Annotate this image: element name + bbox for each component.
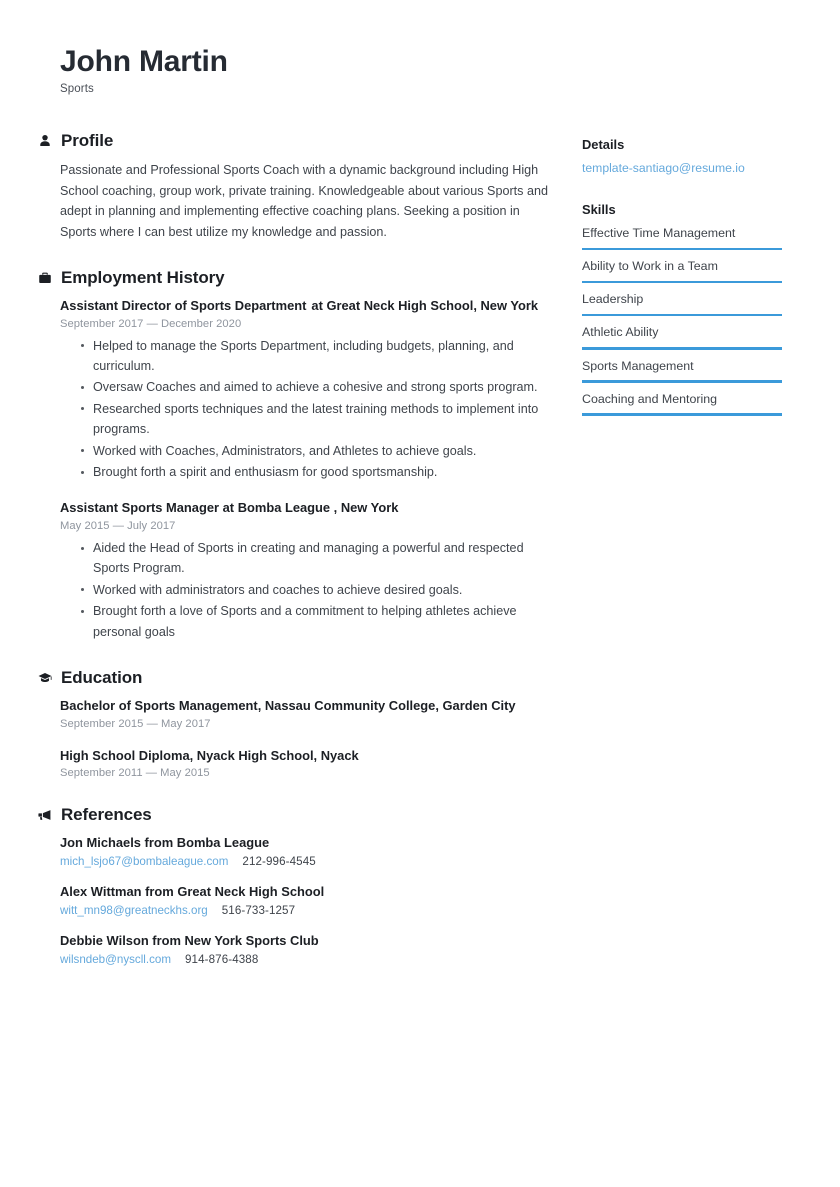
skill-label: Leadership xyxy=(582,292,644,307)
resume-header xyxy=(60,44,780,95)
education-degree: Bachelor of Sports Management, Nassau Community College, Garden City xyxy=(60,698,516,714)
bullet-item: Helped to manage the Sports Department, including budgets, planning, and curriculum. xyxy=(60,336,550,377)
skill-rating-bar xyxy=(582,248,782,251)
skill-item xyxy=(582,390,782,416)
employment-organization: Bomba League , New York xyxy=(237,500,399,516)
bullet-item: Worked with administrators and coaches to achieve desired goals. xyxy=(60,580,550,600)
megaphone-icon xyxy=(38,808,52,822)
sidebar-details-title: Details xyxy=(582,137,625,153)
employment-role: Assistant Director of Sports Department xyxy=(60,297,307,313)
bullet-item: Oversaw Coaches and aimed to achieve a cohesive and strong sports program. xyxy=(60,377,550,397)
section-profile-header xyxy=(38,131,550,151)
skill-rating-bar xyxy=(582,314,782,317)
skill-label: Effective Time Management xyxy=(582,226,736,241)
person-icon xyxy=(38,134,52,148)
skill-label: Ability to Work in a Team xyxy=(582,259,718,274)
section-employment-title: Employment History xyxy=(61,267,225,287)
reference-email-link[interactable]: witt_mn98@greatneckhs.org xyxy=(60,903,208,917)
skill-rating-bar xyxy=(582,347,782,350)
resume-body xyxy=(60,131,780,965)
bullet-item: Researched sports techniques and the latest training methods to implement into programs. xyxy=(60,399,550,440)
skill-rating-bar xyxy=(582,281,782,284)
section-education-header xyxy=(38,668,550,688)
skill-item xyxy=(582,357,782,383)
bullet-item: Brought forth a spirit and enthusiasm for good sportsmanship. xyxy=(60,462,550,482)
employment-organization: Great Neck High School, New York xyxy=(326,297,539,313)
education-entry xyxy=(60,747,550,780)
reference-entry xyxy=(60,834,550,868)
employment-bullets xyxy=(60,538,550,642)
section-education-title: Education xyxy=(61,668,143,688)
section-education xyxy=(60,668,550,779)
skill-item xyxy=(582,224,782,250)
section-employment xyxy=(60,268,550,642)
skill-item xyxy=(582,290,782,316)
candidate-name: John Martin xyxy=(60,45,228,78)
skill-item xyxy=(582,323,782,349)
education-date: September 2011 — May 2015 xyxy=(60,767,210,780)
skills-list xyxy=(582,224,782,416)
section-references-header xyxy=(38,805,550,825)
reference-phone: 212-996-4545 xyxy=(242,855,316,869)
employment-entry-title xyxy=(60,499,550,518)
skill-label: Coaching and Mentoring xyxy=(582,391,718,406)
reference-name: Debbie Wilson from New York Sports Club xyxy=(60,932,319,948)
main-column xyxy=(60,131,550,965)
employment-entry xyxy=(60,499,550,642)
education-entry xyxy=(60,697,550,730)
sidebar-email-link[interactable]: template-santiago@resume.io xyxy=(582,161,745,176)
section-references-title: References xyxy=(61,805,152,825)
reference-contact xyxy=(60,953,550,966)
bullet-item: Brought forth a love of Sports and a commitment to helping athletes achieve personal goals xyxy=(60,601,550,642)
bullet-item: Aided the Head of Sports in creating and managing a powerful and respected Sports Program. xyxy=(60,538,550,579)
reference-entry xyxy=(60,932,550,966)
section-profile xyxy=(60,131,550,242)
skill-rating-fill xyxy=(582,281,782,284)
sidebar-details-block xyxy=(582,137,782,178)
reference-phone: 516-733-1257 xyxy=(221,903,296,917)
employment-bullets xyxy=(60,336,550,483)
section-references xyxy=(60,805,550,965)
reference-entry xyxy=(60,883,550,917)
employment-role: Assistant Sports Manager xyxy=(60,500,220,516)
reference-name: Jon Michaels from Bomba League xyxy=(60,835,270,851)
education-date: September 2015 — May 2017 xyxy=(60,717,211,730)
skill-rating-fill xyxy=(582,380,782,383)
bullet-item: Worked with Coaches, Administrators, and Athletes to achieve goals. xyxy=(60,441,550,461)
skill-rating-fill xyxy=(582,314,782,317)
skill-rating-fill xyxy=(582,248,782,251)
profile-text: Passionate and Professional Sports Coach with a dynamic background including High School coaching, group work, private training. Knowledgeable about various Sports and adept in planning and implementing effective coaching plans. Seeking a position in Sports where I can best utilize my knowledge and passion. xyxy=(60,163,548,239)
section-employment-header xyxy=(38,268,550,288)
sidebar-skills-title: Skills xyxy=(582,202,616,218)
graduation-cap-icon xyxy=(38,671,52,685)
candidate-subtitle: Sports xyxy=(60,83,94,96)
sidebar-skills-block xyxy=(582,202,782,416)
sidebar xyxy=(582,131,782,415)
employment-separator: at xyxy=(311,297,323,313)
skill-item xyxy=(582,257,782,283)
skill-label: Sports Management xyxy=(582,358,694,373)
employment-entry-title xyxy=(60,297,550,316)
reference-contact xyxy=(60,855,550,868)
skill-rating-fill xyxy=(582,347,782,350)
reference-contact xyxy=(60,904,550,917)
reference-email-link[interactable]: wilsndeb@nyscll.com xyxy=(60,952,171,966)
briefcase-icon xyxy=(38,271,52,285)
reference-phone: 914-876-4388 xyxy=(185,952,259,966)
skill-rating-fill xyxy=(582,413,782,416)
employment-entry-date: September 2017 — December 2020 xyxy=(60,317,242,330)
employment-entry xyxy=(60,297,550,482)
reference-name: Alex Wittman from Great Neck High School xyxy=(60,884,325,900)
skill-rating-bar xyxy=(582,380,782,383)
employment-separator: at xyxy=(222,500,235,516)
skill-label: Athletic Ability xyxy=(582,325,659,340)
employment-entry-date: May 2015 — July 2017 xyxy=(60,520,176,533)
education-degree: High School Diploma, Nyack High School, Nyack xyxy=(60,747,359,763)
reference-email-link[interactable]: mich_lsjo67@bombaleague.com xyxy=(60,855,229,869)
section-profile-title: Profile xyxy=(61,131,114,151)
skill-rating-bar xyxy=(582,413,782,416)
